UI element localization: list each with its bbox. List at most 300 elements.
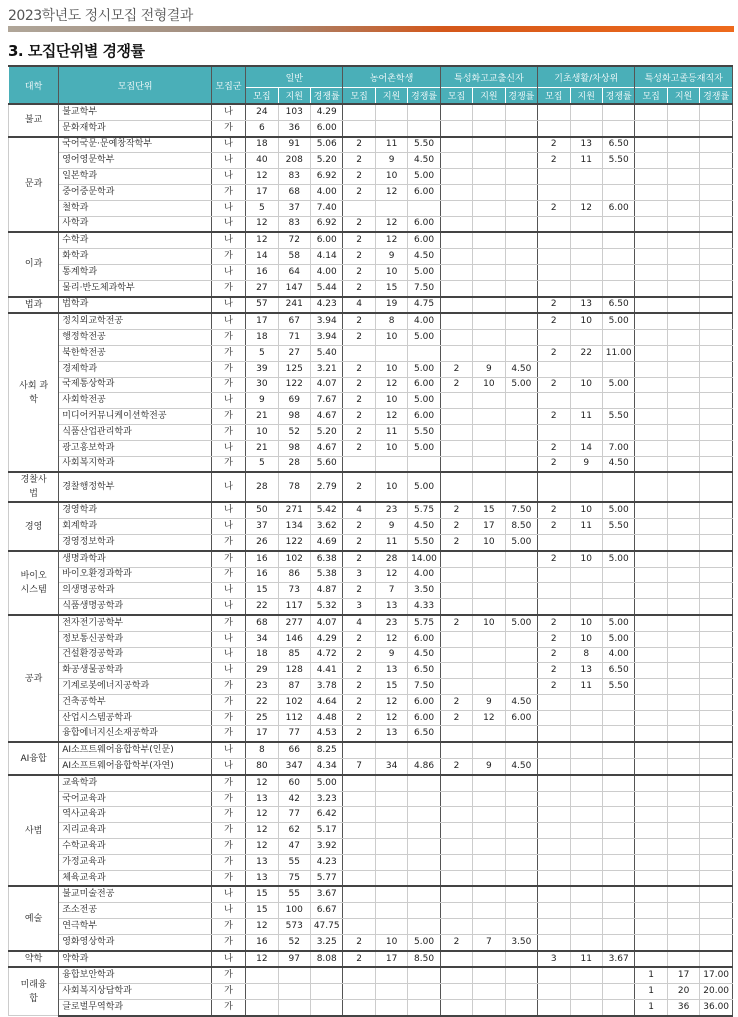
value-cell xyxy=(667,583,699,599)
value-cell: 34 xyxy=(375,759,407,775)
header-sub-applicants: 지원 xyxy=(570,88,602,105)
value-cell xyxy=(602,330,634,346)
value-cell: 39 xyxy=(246,361,278,377)
value-cell: 2 xyxy=(343,951,375,968)
recruit-group: 가 xyxy=(211,984,245,1000)
value-cell: 12 xyxy=(246,823,278,839)
value-cell: 12 xyxy=(375,567,407,583)
value-cell: 5.50 xyxy=(602,679,634,695)
value-cell: 16 xyxy=(246,567,278,583)
value-cell xyxy=(505,169,537,185)
unit-name: 경찰행정학부 xyxy=(59,472,212,502)
value-cell: 5.50 xyxy=(408,424,440,440)
value-cell xyxy=(375,456,407,472)
value-cell xyxy=(667,854,699,870)
value-cell xyxy=(375,120,407,136)
value-cell xyxy=(505,472,537,502)
value-cell: 2 xyxy=(343,264,375,280)
value-cell xyxy=(440,409,472,425)
value-cell: 3.62 xyxy=(310,519,342,535)
value-cell: 80 xyxy=(246,759,278,775)
value-cell: 67 xyxy=(278,313,310,329)
value-cell: 47.75 xyxy=(310,919,342,935)
value-cell: 4.00 xyxy=(408,313,440,329)
value-cell xyxy=(700,345,733,361)
value-cell xyxy=(538,599,570,615)
value-cell xyxy=(343,200,375,216)
value-cell: 5.75 xyxy=(408,615,440,631)
recruit-group: 가 xyxy=(211,694,245,710)
table-row xyxy=(9,216,733,232)
value-cell xyxy=(700,519,733,535)
value-cell xyxy=(635,710,667,726)
value-cell xyxy=(667,791,699,807)
unit-name: 융합보안학과 xyxy=(59,967,212,983)
unit-name: 교육학과 xyxy=(59,775,212,791)
value-cell xyxy=(700,903,733,919)
value-cell xyxy=(570,330,602,346)
value-cell xyxy=(505,870,537,886)
value-cell: 2 xyxy=(538,409,570,425)
value-cell: 2 xyxy=(343,409,375,425)
value-cell: 5.50 xyxy=(408,137,440,153)
value-cell xyxy=(343,742,375,758)
value-cell xyxy=(505,807,537,823)
value-cell xyxy=(343,775,375,791)
value-cell xyxy=(667,710,699,726)
value-cell xyxy=(505,854,537,870)
value-cell: 17 xyxy=(667,967,699,983)
value-cell: 64 xyxy=(278,264,310,280)
value-cell xyxy=(440,297,472,314)
table-row xyxy=(9,519,733,535)
value-cell xyxy=(343,120,375,136)
value-cell xyxy=(602,934,634,950)
unit-name: 영화영상학과 xyxy=(59,934,212,950)
value-cell: 26 xyxy=(246,534,278,550)
value-cell: 10 xyxy=(375,169,407,185)
value-cell: 7.50 xyxy=(408,280,440,296)
value-cell xyxy=(700,663,733,679)
value-cell xyxy=(667,216,699,232)
value-cell xyxy=(700,551,733,567)
value-cell xyxy=(635,951,667,968)
value-cell xyxy=(700,184,733,200)
value-cell xyxy=(440,472,472,502)
value-cell: 4.67 xyxy=(310,409,342,425)
value-cell xyxy=(440,567,472,583)
value-cell xyxy=(538,534,570,550)
college-name: 경영 xyxy=(9,502,59,550)
value-cell xyxy=(570,886,602,902)
value-cell xyxy=(538,710,570,726)
value-cell xyxy=(667,919,699,935)
value-cell: 2 xyxy=(440,694,472,710)
unit-name: 글로벌무역학과 xyxy=(59,1000,212,1016)
value-cell xyxy=(570,361,602,377)
value-cell: 4.34 xyxy=(310,759,342,775)
value-cell xyxy=(473,297,505,314)
value-cell: 2 xyxy=(440,534,472,550)
table-row xyxy=(9,919,733,935)
value-cell: 12 xyxy=(246,807,278,823)
value-cell: 122 xyxy=(278,534,310,550)
value-cell: 2 xyxy=(343,583,375,599)
value-cell: 13 xyxy=(570,663,602,679)
value-cell xyxy=(375,791,407,807)
value-cell: 21 xyxy=(246,440,278,456)
value-cell xyxy=(700,361,733,377)
value-cell xyxy=(505,919,537,935)
value-cell xyxy=(473,679,505,695)
table-row xyxy=(9,280,733,296)
value-cell xyxy=(700,297,733,314)
value-cell xyxy=(700,409,733,425)
recruit-group: 나 xyxy=(211,903,245,919)
value-cell: 2 xyxy=(440,934,472,950)
value-cell: 2 xyxy=(343,440,375,456)
value-cell xyxy=(505,967,537,983)
value-cell xyxy=(700,232,733,248)
value-cell xyxy=(408,870,440,886)
value-cell: 2 xyxy=(343,694,375,710)
document-title: 2023학년도 정시모집 전형결과 xyxy=(8,8,193,24)
value-cell: 55 xyxy=(278,886,310,902)
value-cell: 128 xyxy=(278,663,310,679)
value-cell xyxy=(635,424,667,440)
table-row xyxy=(9,534,733,550)
value-cell xyxy=(505,120,537,136)
value-cell xyxy=(473,169,505,185)
value-cell xyxy=(473,886,505,902)
value-cell: 2 xyxy=(440,759,472,775)
value-cell xyxy=(440,330,472,346)
value-cell: 2 xyxy=(343,519,375,535)
value-cell xyxy=(700,615,733,631)
unit-name: 북한학전공 xyxy=(59,345,212,361)
value-cell xyxy=(343,791,375,807)
header-sub-applicants: 지원 xyxy=(375,88,407,105)
recruit-group: 가 xyxy=(211,870,245,886)
value-cell: 12 xyxy=(375,184,407,200)
value-cell xyxy=(635,870,667,886)
college-name: 바이오 시스템 xyxy=(9,551,59,615)
value-cell: 14.00 xyxy=(408,551,440,567)
recruit-group: 나 xyxy=(211,137,245,153)
value-cell xyxy=(700,330,733,346)
value-cell: 9 xyxy=(473,361,505,377)
value-cell: 19 xyxy=(375,297,407,314)
value-cell xyxy=(473,870,505,886)
table-row xyxy=(9,694,733,710)
value-cell xyxy=(667,951,699,968)
value-cell xyxy=(440,984,472,1000)
value-cell: 91 xyxy=(278,137,310,153)
value-cell: 11.00 xyxy=(602,345,634,361)
value-cell xyxy=(635,502,667,518)
value-cell xyxy=(602,967,634,983)
value-cell: 22 xyxy=(246,694,278,710)
value-cell: 117 xyxy=(278,599,310,615)
table-row xyxy=(9,791,733,807)
value-cell: 5.17 xyxy=(310,823,342,839)
title-divider-bar xyxy=(8,26,734,32)
table-row xyxy=(9,232,733,248)
recruit-group: 나 xyxy=(211,472,245,502)
value-cell xyxy=(375,839,407,855)
value-cell xyxy=(635,854,667,870)
value-cell xyxy=(440,216,472,232)
value-cell: 6.00 xyxy=(408,232,440,248)
value-cell xyxy=(700,567,733,583)
value-cell xyxy=(440,791,472,807)
recruit-group: 나 xyxy=(211,886,245,902)
value-cell: 5.00 xyxy=(408,472,440,502)
value-cell: 5.00 xyxy=(408,330,440,346)
value-cell: 2 xyxy=(343,934,375,950)
unit-name: 기계로봇에너지공학과 xyxy=(59,679,212,695)
value-cell: 86 xyxy=(278,567,310,583)
value-cell: 7.00 xyxy=(602,440,634,456)
value-cell xyxy=(538,854,570,870)
value-cell: 4.87 xyxy=(310,583,342,599)
unit-name: 정치외교학전공 xyxy=(59,313,212,329)
value-cell xyxy=(570,599,602,615)
value-cell xyxy=(635,297,667,314)
value-cell xyxy=(700,647,733,663)
value-cell: 2 xyxy=(538,137,570,153)
value-cell xyxy=(667,599,699,615)
value-cell: 4.75 xyxy=(408,297,440,314)
value-cell: 1 xyxy=(635,1000,667,1016)
value-cell: 2.79 xyxy=(310,472,342,502)
value-cell xyxy=(375,823,407,839)
value-cell: 9 xyxy=(375,647,407,663)
unit-name: 국어교육과 xyxy=(59,791,212,807)
value-cell: 73 xyxy=(278,583,310,599)
value-cell: 10 xyxy=(570,551,602,567)
value-cell xyxy=(570,823,602,839)
recruit-group: 나 xyxy=(211,200,245,216)
value-cell xyxy=(505,249,537,265)
value-cell xyxy=(440,153,472,169)
value-cell xyxy=(440,264,472,280)
value-cell: 10 xyxy=(570,502,602,518)
value-cell xyxy=(473,409,505,425)
value-cell xyxy=(570,249,602,265)
value-cell: 5.00 xyxy=(408,393,440,409)
recruit-group: 나 xyxy=(211,153,245,169)
unit-name: 융합에너지신소재공학과 xyxy=(59,726,212,742)
value-cell: 6.50 xyxy=(602,663,634,679)
value-cell: 4.00 xyxy=(602,647,634,663)
value-cell xyxy=(505,679,537,695)
recruit-group: 가 xyxy=(211,184,245,200)
value-cell: 71 xyxy=(278,330,310,346)
value-cell xyxy=(602,807,634,823)
value-cell: 10 xyxy=(473,615,505,631)
table-row xyxy=(9,297,733,314)
value-cell: 4.67 xyxy=(310,440,342,456)
value-cell: 4.50 xyxy=(505,759,537,775)
value-cell xyxy=(505,409,537,425)
value-cell xyxy=(473,393,505,409)
value-cell: 5.60 xyxy=(310,456,342,472)
value-cell: 17.00 xyxy=(700,967,733,983)
value-cell: 9 xyxy=(375,153,407,169)
value-cell: 50 xyxy=(246,502,278,518)
value-cell: 28 xyxy=(246,472,278,502)
value-cell: 6.00 xyxy=(408,694,440,710)
value-cell xyxy=(570,854,602,870)
value-cell: 12 xyxy=(473,710,505,726)
value-cell xyxy=(635,903,667,919)
value-cell: 12 xyxy=(375,232,407,248)
value-cell: 13 xyxy=(570,297,602,314)
unit-name: 국어국문·문예창작학부 xyxy=(59,137,212,153)
value-cell: 2 xyxy=(440,361,472,377)
value-cell: 4.00 xyxy=(310,264,342,280)
value-cell xyxy=(570,264,602,280)
table-row xyxy=(9,615,733,631)
value-cell: 20 xyxy=(667,984,699,1000)
value-cell: 75 xyxy=(278,870,310,886)
value-cell: 146 xyxy=(278,631,310,647)
recruit-group: 나 xyxy=(211,519,245,535)
recruit-group: 가 xyxy=(211,280,245,296)
value-cell: 13 xyxy=(246,854,278,870)
table-row xyxy=(9,104,733,120)
value-cell xyxy=(538,791,570,807)
recruit-group: 가 xyxy=(211,615,245,631)
value-cell xyxy=(635,679,667,695)
value-cell xyxy=(602,839,634,855)
value-cell: 11 xyxy=(570,153,602,169)
recruit-group: 나 xyxy=(211,393,245,409)
value-cell xyxy=(602,424,634,440)
value-cell xyxy=(473,472,505,502)
recruit-group: 가 xyxy=(211,456,245,472)
recruit-group: 나 xyxy=(211,502,245,518)
value-cell xyxy=(667,663,699,679)
recruit-group: 가 xyxy=(211,919,245,935)
value-cell xyxy=(505,200,537,216)
value-cell: 4.64 xyxy=(310,694,342,710)
value-cell xyxy=(440,345,472,361)
value-cell xyxy=(602,104,634,120)
value-cell: 62 xyxy=(278,823,310,839)
value-cell xyxy=(700,153,733,169)
table-row xyxy=(9,393,733,409)
value-cell xyxy=(667,502,699,518)
value-cell xyxy=(700,264,733,280)
value-cell: 17 xyxy=(246,184,278,200)
value-cell xyxy=(570,791,602,807)
value-cell xyxy=(602,694,634,710)
value-cell xyxy=(570,534,602,550)
value-cell: 5.00 xyxy=(408,440,440,456)
value-cell: 16 xyxy=(246,934,278,950)
value-cell xyxy=(473,967,505,983)
value-cell xyxy=(440,951,472,968)
value-cell xyxy=(602,599,634,615)
value-cell: 5.50 xyxy=(408,534,440,550)
college-name: 사회 과학 xyxy=(9,313,59,472)
unit-name: 일본학과 xyxy=(59,169,212,185)
value-cell xyxy=(602,886,634,902)
table-row xyxy=(9,775,733,791)
value-cell xyxy=(570,232,602,248)
value-cell xyxy=(570,870,602,886)
value-cell: 13 xyxy=(375,726,407,742)
value-cell xyxy=(635,330,667,346)
unit-name: 화공생물공학과 xyxy=(59,663,212,679)
value-cell xyxy=(700,440,733,456)
value-cell xyxy=(440,184,472,200)
value-cell: 98 xyxy=(278,409,310,425)
value-cell xyxy=(667,519,699,535)
header-sub-rate: 경쟁률 xyxy=(505,88,537,105)
value-cell xyxy=(278,967,310,983)
unit-name: 전자전기공학부 xyxy=(59,615,212,631)
value-cell xyxy=(505,726,537,742)
value-cell: 5.00 xyxy=(408,934,440,950)
value-cell xyxy=(667,567,699,583)
table-row xyxy=(9,870,733,886)
value-cell: 9 xyxy=(473,694,505,710)
value-cell xyxy=(538,169,570,185)
value-cell: 3 xyxy=(343,567,375,583)
value-cell xyxy=(408,120,440,136)
value-cell xyxy=(343,967,375,983)
value-cell xyxy=(343,823,375,839)
value-cell: 4.69 xyxy=(310,534,342,550)
value-cell: 97 xyxy=(278,951,310,968)
value-cell: 23 xyxy=(375,615,407,631)
value-cell: 100 xyxy=(278,903,310,919)
recruit-group: 가 xyxy=(211,120,245,136)
value-cell xyxy=(635,313,667,329)
value-cell: 40 xyxy=(246,153,278,169)
value-cell: 12 xyxy=(375,377,407,393)
value-cell xyxy=(343,104,375,120)
header-college: 대학 xyxy=(9,66,59,104)
value-cell xyxy=(602,184,634,200)
value-cell: 14 xyxy=(570,440,602,456)
recruit-group: 나 xyxy=(211,599,245,615)
value-cell: 6 xyxy=(246,120,278,136)
value-cell xyxy=(440,631,472,647)
value-cell: 5.77 xyxy=(310,870,342,886)
value-cell xyxy=(700,679,733,695)
value-cell xyxy=(343,345,375,361)
value-cell: 3 xyxy=(343,599,375,615)
value-cell: 2 xyxy=(538,615,570,631)
value-cell xyxy=(310,967,342,983)
unit-name: 행정학전공 xyxy=(59,330,212,346)
section-title: 3. 모집단위별 경쟁률 xyxy=(8,42,145,60)
value-cell xyxy=(667,120,699,136)
value-cell: 3.67 xyxy=(310,886,342,902)
value-cell: 60 xyxy=(278,775,310,791)
value-cell xyxy=(700,583,733,599)
value-cell: 4.72 xyxy=(310,647,342,663)
value-cell xyxy=(538,934,570,950)
value-cell xyxy=(505,264,537,280)
table-row xyxy=(9,440,733,456)
value-cell: 3.78 xyxy=(310,679,342,695)
value-cell xyxy=(538,984,570,1000)
